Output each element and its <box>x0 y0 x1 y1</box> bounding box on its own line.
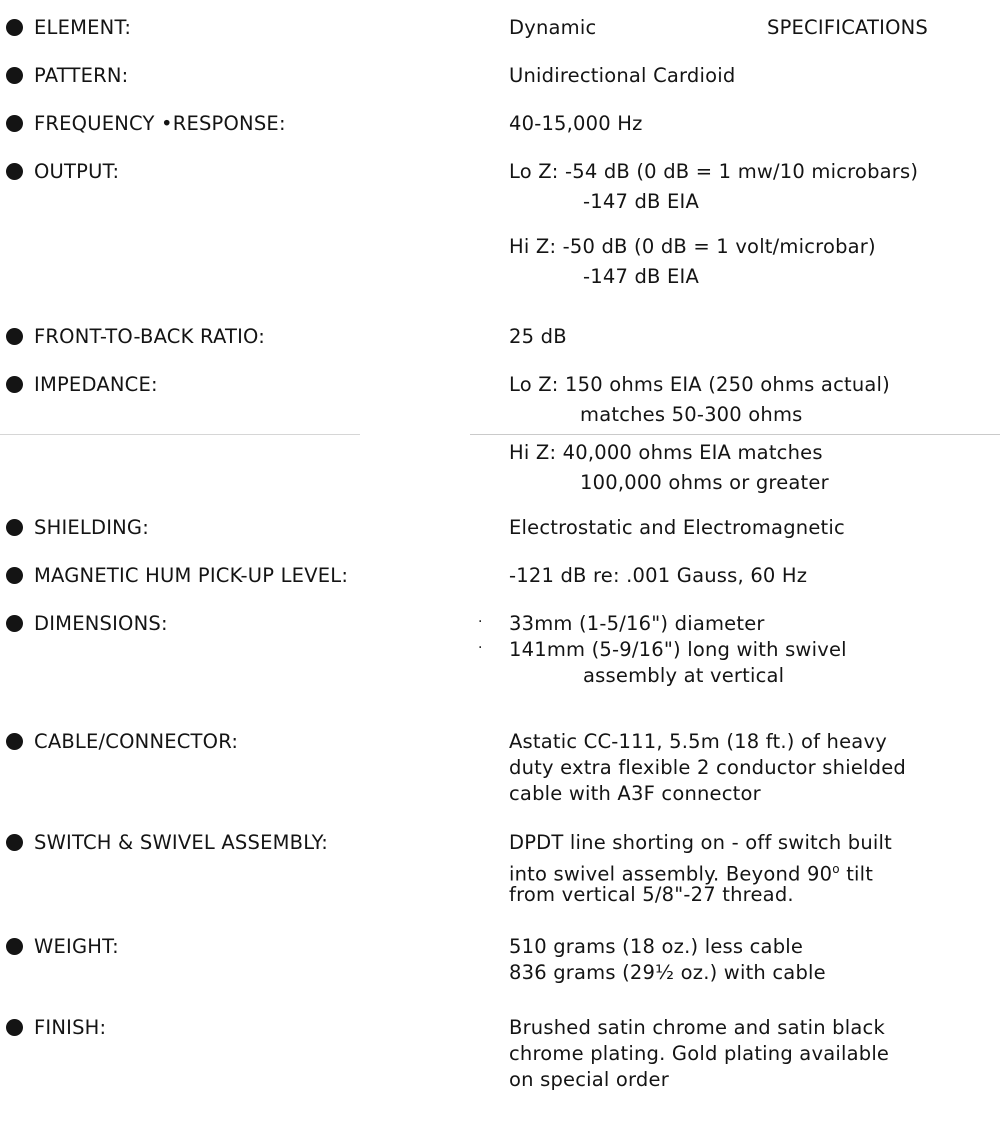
impedance-lo-z-match-line: matches 50-300 ohms <box>580 403 803 426</box>
spec-value-front-to-back-ratio: 25 dB <box>509 325 567 348</box>
bullet-icon <box>6 733 23 750</box>
spec-value-dimensions <box>509 612 847 690</box>
finish-line-2: chrome plating. Gold plating available <box>509 1042 890 1065</box>
dot-icon: · <box>478 640 483 656</box>
bullet-icon <box>6 567 23 584</box>
spec-value-pattern: Unidirectional Cardioid <box>509 64 736 87</box>
spec-label-impedance: IMPEDANCE: <box>34 373 158 396</box>
switch-line-2-tail: tilt <box>839 862 874 886</box>
bullet-icon <box>6 376 23 393</box>
spec-value-cable-connector <box>509 730 965 808</box>
spec-value-switch-swivel <box>509 831 965 909</box>
output-hi-z-line: Hi Z: -50 dB (0 dB = 1 volt/microbar) <box>509 235 876 258</box>
bullet-icon <box>6 328 23 345</box>
spec-value-weight <box>509 935 826 987</box>
switch-line-2-text: into swivel assembly. Beyond 90 <box>509 862 833 886</box>
dot-icon: · <box>478 614 483 630</box>
finish-line-3: on special order <box>509 1068 669 1091</box>
scan-artifact-line <box>470 434 1000 435</box>
cable-line-2: duty extra flexible 2 conductor shielded <box>509 756 906 779</box>
bullet-icon <box>6 834 23 851</box>
finish-line-1: Brushed satin chrome and satin black <box>509 1016 885 1039</box>
spec-value-element: Dynamic <box>509 16 597 39</box>
dimensions-assembly-line: assembly at vertical <box>583 664 785 687</box>
spec-label-dimensions: DIMENSIONS: <box>34 612 168 635</box>
output-lo-z-line: Lo Z: -54 dB (0 dB = 1 mw/10 microbars) <box>509 160 919 183</box>
dimensions-length-line: 141mm (5-9/16") long with swivel <box>509 638 847 661</box>
spec-label-frequency-response: FREQUENCY •RESPONSE: <box>34 112 286 135</box>
weight-with-cable-line: 836 grams (29½ oz.) with cable <box>509 961 826 984</box>
spec-label-magnetic-hum: MAGNETIC HUM PICK-UP LEVEL: <box>34 564 349 587</box>
impedance-hi-z-line: Hi Z: 40,000 ohms EIA matches <box>509 441 823 464</box>
bullet-icon <box>6 519 23 536</box>
impedance-hi-z-match-line: 100,000 ohms or greater <box>580 471 829 494</box>
spec-label-output: OUTPUT: <box>34 160 120 183</box>
spec-value-finish <box>509 1016 965 1094</box>
spec-value-magnetic-hum: -121 dB re: .001 Gauss, 60 Hz <box>509 564 808 587</box>
bullet-icon <box>6 615 23 632</box>
cable-line-1: Astatic CC-111, 5.5m (18 ft.) of heavy <box>509 730 887 753</box>
spec-label-shielding: SHIELDING: <box>34 516 150 539</box>
bullet-icon <box>6 163 23 180</box>
dimensions-diameter-line: 33mm (1-5/16") diameter <box>509 612 765 635</box>
spec-label-cable-connector: CABLE/CONNECTOR: <box>34 730 239 753</box>
switch-line-2 <box>509 857 965 886</box>
bullet-icon <box>6 19 23 36</box>
spec-label-element: ELEMENT: <box>34 16 132 39</box>
bullet-icon <box>6 67 23 84</box>
page-title: SPECIFICATIONS <box>767 16 929 39</box>
degree-mark: o <box>832 862 840 876</box>
spec-value-impedance <box>509 373 890 501</box>
bullet-icon <box>6 1019 23 1036</box>
spec-value-shielding: Electrostatic and Electromagnetic <box>509 516 845 539</box>
spec-label-switch-swivel: SWITCH & SWIVEL ASSEMBLY: <box>34 831 328 854</box>
scan-artifact-line <box>0 434 360 435</box>
bullet-icon <box>6 938 23 955</box>
spec-label-weight: WEIGHT: <box>34 935 119 958</box>
cable-line-3: cable with A3F connector <box>509 782 761 805</box>
switch-line-3: from vertical 5/8"-27 thread. <box>509 883 794 906</box>
weight-less-cable-line: 510 grams (18 oz.) less cable <box>509 935 804 958</box>
spec-value-output <box>509 160 918 295</box>
spec-label-finish: FINISH: <box>34 1016 107 1039</box>
spec-label-pattern: PATTERN: <box>34 64 129 87</box>
bullet-icon <box>6 115 23 132</box>
spec-value-frequency-response: 40-15,000 Hz <box>509 112 643 135</box>
output-lo-z-eia-line: -147 dB EIA <box>583 190 700 213</box>
switch-line-1: DPDT line shorting on - off switch built <box>509 831 893 854</box>
output-hi-z-eia-line: -147 dB EIA <box>583 265 700 288</box>
spec-label-front-to-back-ratio: FRONT-TO-BACK RATIO: <box>34 325 266 348</box>
impedance-lo-z-line: Lo Z: 150 ohms EIA (250 ohms actual) <box>509 373 890 396</box>
